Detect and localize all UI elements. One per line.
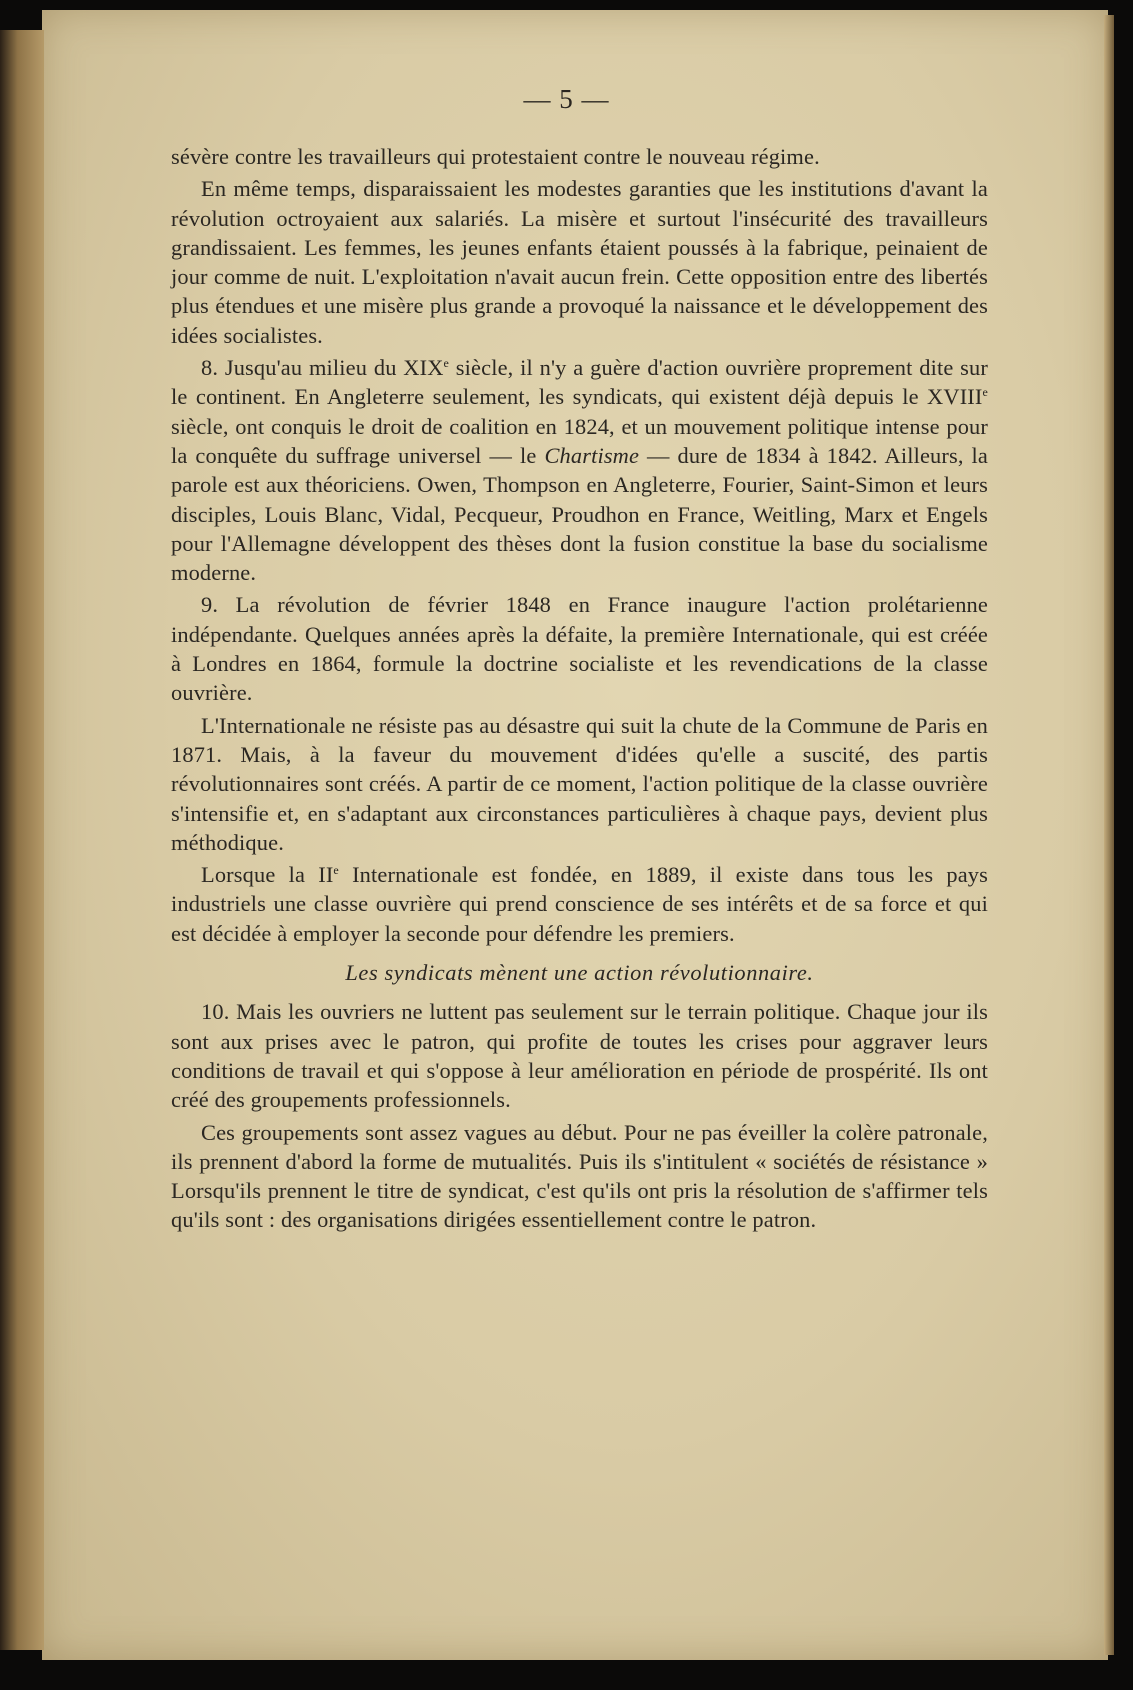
p8-text-d: — dure de 1834 à 1842. Ailleurs, la parole est aux théoriciens. Owen, Thompson en Angleterre, Fourier, Saint-Simon et leurs disciples, Louis Blanc, Vidal, Pecqueur, Proudhon en France, Weitling, Marx et Engels pour l'Allemagne développent des thèses dont la fusion constitue la base du socialisme moderne.	[171, 442, 989, 586]
page-binding-edge	[0, 30, 44, 1650]
p8-superscript-1: e	[443, 356, 450, 371]
paragraph-8	[171, 353, 988, 587]
page-number: — 5 —	[523, 84, 610, 114]
paragraph-9: 9. La révolution de février 1848 en France inaugure l'action prolétarienne indépendante. Quelques années après la défaite, la première Internationale, qui est créée à Londres en 1864, formule la doctrine socialiste et les revendications de la classe ouvrière.	[171, 592, 988, 706]
paragraph-continuation: sévère contre les travailleurs qui protestaient contre le nouveau régime.	[171, 144, 820, 169]
p8-italic-chartisme: Chartisme	[544, 442, 640, 468]
lorsque-text-b: Internationale est fondée, en 1889, il existe dans tous les pays industriels une classe ouvrière qui prend conscience de ses intérêts et de sa force et qui est décidée à employer la seconde pour défendre les premiers.	[171, 862, 988, 946]
p8-text-a: 8. Jusqu'au milieu du XIX	[201, 355, 444, 381]
p8-text-b: siècle, il n'y a guère d'action ouvrière proprement dite sur le continent. En Angleterre seulement, les syndicats, qui existent déjà depuis le XVIII	[171, 355, 988, 410]
paragraph-internationale: L'Internationale ne résiste pas au désastre qui suit la chute de la Commune de Paris en 1871. Mais, à la faveur du mouvement d'idées qu'elle a suscité, des partis révolutionnaires sont créés. A partir de ce moment, l'action politique de la classe ouvrière s'intensifie et, en s'adaptant aux circonstances particulières à chaque pays, devient plus méthodique.	[171, 712, 988, 855]
paragraph-groupements: Ces groupements sont assez vagues au début. Pour ne pas éveiller la colère patronale, ils prennent d'abord la forme de mutualités. Puis ils s'intitulent « sociétés de résistance » Lorsqu'ils prennent le titre de syndicat, c'est qu'ils ont pris la résolution de s'affirmer tels qu'ils sont : des organisations dirigées essentiellement contre le patron.	[171, 1119, 988, 1233]
page-right-edge	[1104, 15, 1114, 1655]
lorsque-text-a: Lorsque la II	[201, 862, 334, 888]
body-text	[171, 142, 988, 1238]
p8-superscript-2: e	[982, 385, 988, 400]
p8-text-c: siècle, ont conquis le droit de coalition en 1824, et un mouvement politique intense pour la conquête du suffrage universel — le	[171, 413, 988, 468]
section-heading: Les syndicats mènent une action révolutionnaire.	[345, 960, 814, 986]
paragraph-10: 10. Mais les ouvriers ne luttent pas seulement sur le terrain politique. Chaque jour ils sont aux prises avec le patron, qui profite de toutes les crises pour aggraver leurs conditions de travail et qui s'oppose à leur amélioration en période de prospérité. Ils ont créé des groupements professionnels.	[171, 999, 988, 1113]
paragraph-misere: En même temps, disparaissaient les modestes garanties que les institutions d'avant la révolution octroyaient aux salariés. La misère et surtout l'insécurité des travailleurs grandissaient. Les femmes, les jeunes enfants étaient poussés à la fabrique, peinaient de jour comme de nuit. L'exploitation n'avait aucun frein. Cette opposition entre des libertés plus étendues et une misère plus grande a provoqué la naissance et le développement des idées socialistes.	[171, 176, 988, 348]
paragraph-lorsque	[171, 860, 988, 948]
lorsque-superscript: e	[333, 863, 339, 878]
